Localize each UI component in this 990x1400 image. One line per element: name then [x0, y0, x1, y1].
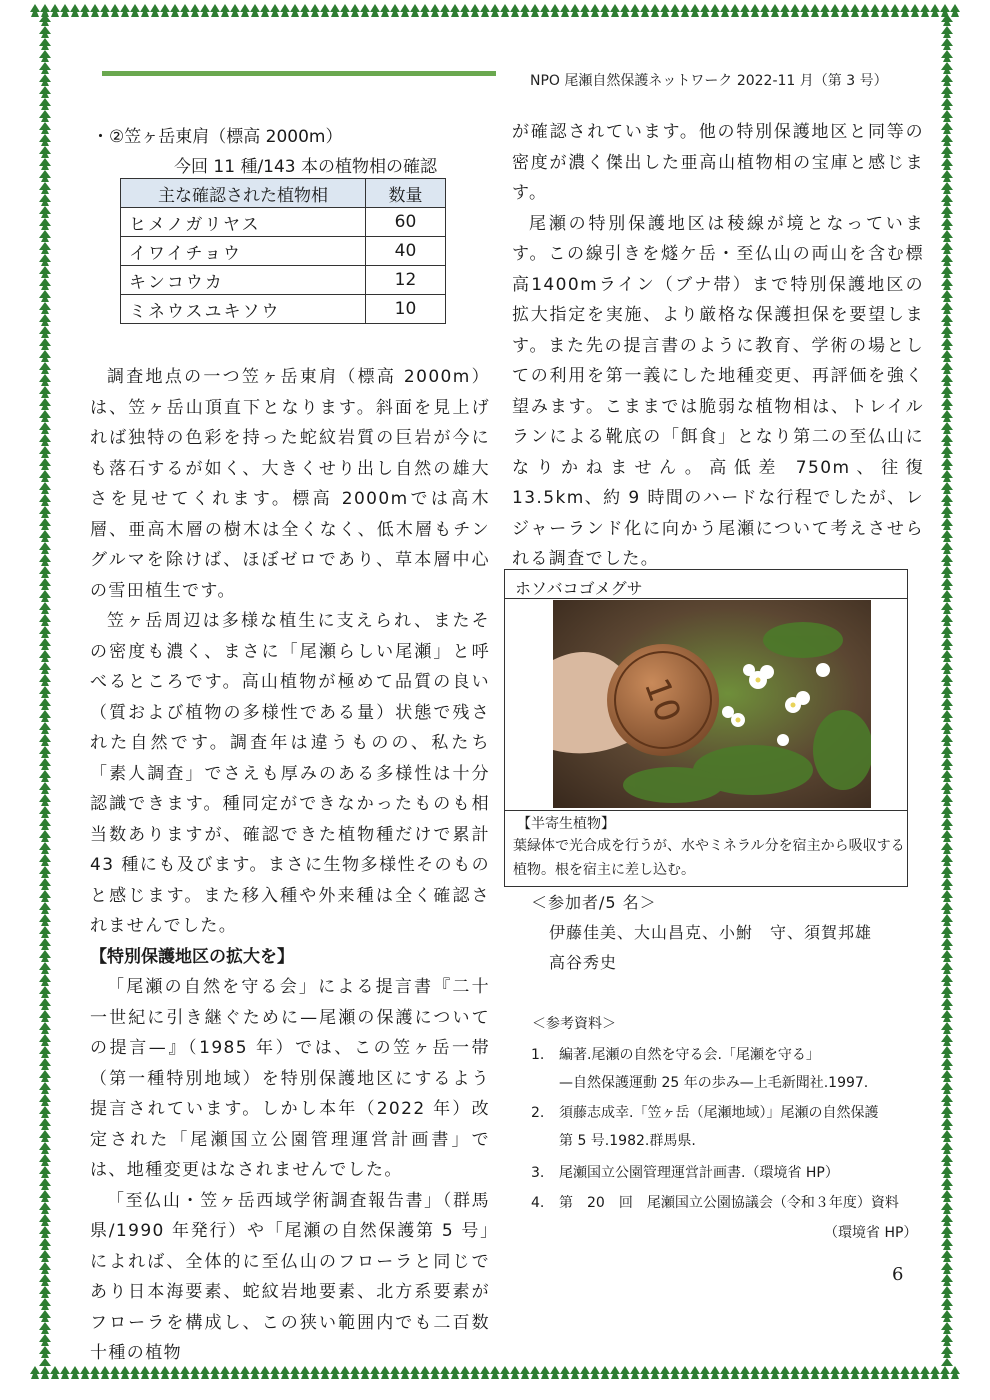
- photo-title: ホソバコゴメグサ: [515, 579, 643, 598]
- plant-count: 10: [366, 295, 446, 324]
- site-heading: ・②笠ヶ岳東肩（標高 2000m）: [92, 127, 343, 147]
- plant-count: 12: [366, 266, 446, 295]
- participants-names: 高谷秀史: [549, 953, 618, 972]
- plant-photo: [553, 600, 871, 808]
- paragraph-continued: が確認されています。他の特別保護地区と同等の密度が濃く傑出した亜高山植物相の宝庫と感じます。: [512, 122, 924, 203]
- right-column: [512, 117, 924, 575]
- top-tree-border: [30, 4, 960, 18]
- reference-item: [531, 1162, 839, 1182]
- photo-panel: [504, 569, 908, 887]
- reference-number: 3.: [531, 1165, 545, 1181]
- section-title: 【特別保護地区の拡大を】: [90, 946, 294, 967]
- publication-header: NPO 尾瀬自然保護ネットワーク 2022-11 月（第 3 号）: [530, 73, 888, 89]
- reference-number: 1.: [531, 1047, 545, 1063]
- column-header-count: 数量: [366, 179, 446, 208]
- left-tree-border: [38, 14, 52, 1366]
- paragraph-expansion-request: 尾瀬の特別保護地区は稜線が境となっています。この線引きを燧ケ岳・至仏山の両山を含む標高1400mライン（ブナ帯）まで特別保護地区の拡大指定を実施、より厳格な保護担保を要望します。また先の提言書のように教育、学術の場としての利用を第一義にした地種変更、再評価を強く望みます。こままでは脆弱な植物相は、トレイルランによる靴底の「餌食」となり第二の至仏山になりかねません。高低差 750m、往復 13.5km、約 9 時間のハードな行程でしたが、レジャーランド化に向かう尾瀬について考えさせられる調査でした。: [512, 213, 924, 569]
- plant-count: 60: [366, 208, 446, 237]
- column-header-plant: 主な確認された植物相: [121, 179, 366, 208]
- reference-text: 第 20 回 尾瀬国立公園協議会（令和３年度）資料: [559, 1195, 899, 1211]
- paragraph-flora-report: 「至仏山・笠ヶ岳西域学術調査報告書」（群馬県/1990 年発行）や「尾瀬の自然保護第 5 号」によれば、全体的に至仏山のフローラと同じであり日本海要素、蛇紋岩地要素、北方系要素がフローラを構成し、この狭い範囲内でも二百数十種の植物: [90, 1190, 490, 1363]
- table-row: [121, 266, 446, 295]
- reference-number: 4.: [531, 1195, 545, 1211]
- paragraph-kasagatake-vegetation: 笠ヶ岳周辺は多様な植生に支えられ、またその密度も濃く、まさに「尾瀬らしい尾瀬」と呼べるところです。高山植物が極めて品質の良い（質および植物の多様性である量）状態で残された自然です。調査年は違うものの、私たち「素人調査」でさえも厚みのある多様性は十分認識できます。種同定ができなかったものも相当数ありますが、確認できた植物種だけで累計 43 種にも及びます。まさに生物多様性そのものと感じます。また移入種や外来種は全く確認されませんでした。: [90, 611, 490, 936]
- table-row: [121, 208, 446, 237]
- photo-note: 葉緑体で光合成を行うが、水やミネラル分を宿主から吸収する植物。根を宿主に差し込む。: [513, 838, 905, 878]
- reference-text: 編著.尾瀬の自然を守る会.「尾瀬を守る」: [559, 1047, 820, 1063]
- references-label: ＜参考資料＞: [532, 1016, 616, 1032]
- reference-item: [531, 1044, 820, 1064]
- reference-continuation: （環境省 HP）: [824, 1225, 918, 1241]
- paragraph-proposal: 「尾瀬の自然を守る会」による提言書『二十一世紀に引き継ぐために—尾瀬の保護についての提言—』（1985 年）では、この笠ヶ岳一帯（第一種特別地域）を特別保護地区にするよう提言されています。しかし本年（2022 年）改定された「尾瀬国立公園管理運営計画書」では、地種変更はなされませんでした。: [90, 977, 490, 1180]
- reference-continuation: 第 5 号.1982.群馬県.: [559, 1133, 696, 1149]
- reference-number: 2.: [531, 1105, 545, 1121]
- plant-name: ミネウスユキソウ: [121, 295, 366, 324]
- table-header-row: [121, 179, 446, 208]
- participants-names: 伊藤佳美、大山昌克、小鮒 守、須賀邦雄: [549, 923, 873, 942]
- paragraph-survey-site: 調査地点の一つ笠ヶ岳東肩（標高 2000m）は、笠ヶ岳山頂直下となります。斜面を見上げれば独特の色彩を持った蛇紋岩質の巨岩が今にも落石するが如く、大きくせり出し自然の雄大さを見せてくれます。標高 2000mでは高木層、亜高木層の樹木は全くなく、低木層もチングルマを除けば、ほぼゼロであり、草本層中心の雪田植生です。: [90, 367, 490, 601]
- table-row: [121, 295, 446, 324]
- plant-count: 40: [366, 237, 446, 266]
- reference-item: [531, 1102, 878, 1122]
- right-tree-border: [940, 14, 954, 1366]
- coin-numeral: 10: [635, 673, 689, 728]
- table-caption: 今回 11 種/143 本の植物相の確認: [174, 157, 438, 177]
- participants-label: ＜参加者/5 名＞: [531, 893, 657, 912]
- plant-name: ヒメノガリヤス: [121, 208, 366, 237]
- photo-note-label: 【半寄生植物】: [517, 816, 615, 832]
- reference-text: 尾瀬国立公園管理運営計画書.（環境省 HP）: [559, 1165, 839, 1181]
- reference-text: 須藤志成幸.「笠ヶ岳（尾瀬地域）」尾瀬の自然保護: [559, 1105, 879, 1121]
- left-column: [90, 362, 490, 1369]
- table-row: [121, 237, 446, 266]
- page-number: 6: [892, 1264, 904, 1285]
- reference-item: [531, 1192, 899, 1212]
- plant-name: キンコウカ: [121, 266, 366, 295]
- header-accent-bar: [102, 71, 496, 76]
- divider: [505, 598, 907, 599]
- plant-table: [120, 178, 446, 324]
- divider: [505, 810, 907, 811]
- plant-name: イワイチョウ: [121, 237, 366, 266]
- reference-continuation: —自然保護運動 25 年の歩み—上毛新聞社.1997.: [559, 1075, 869, 1091]
